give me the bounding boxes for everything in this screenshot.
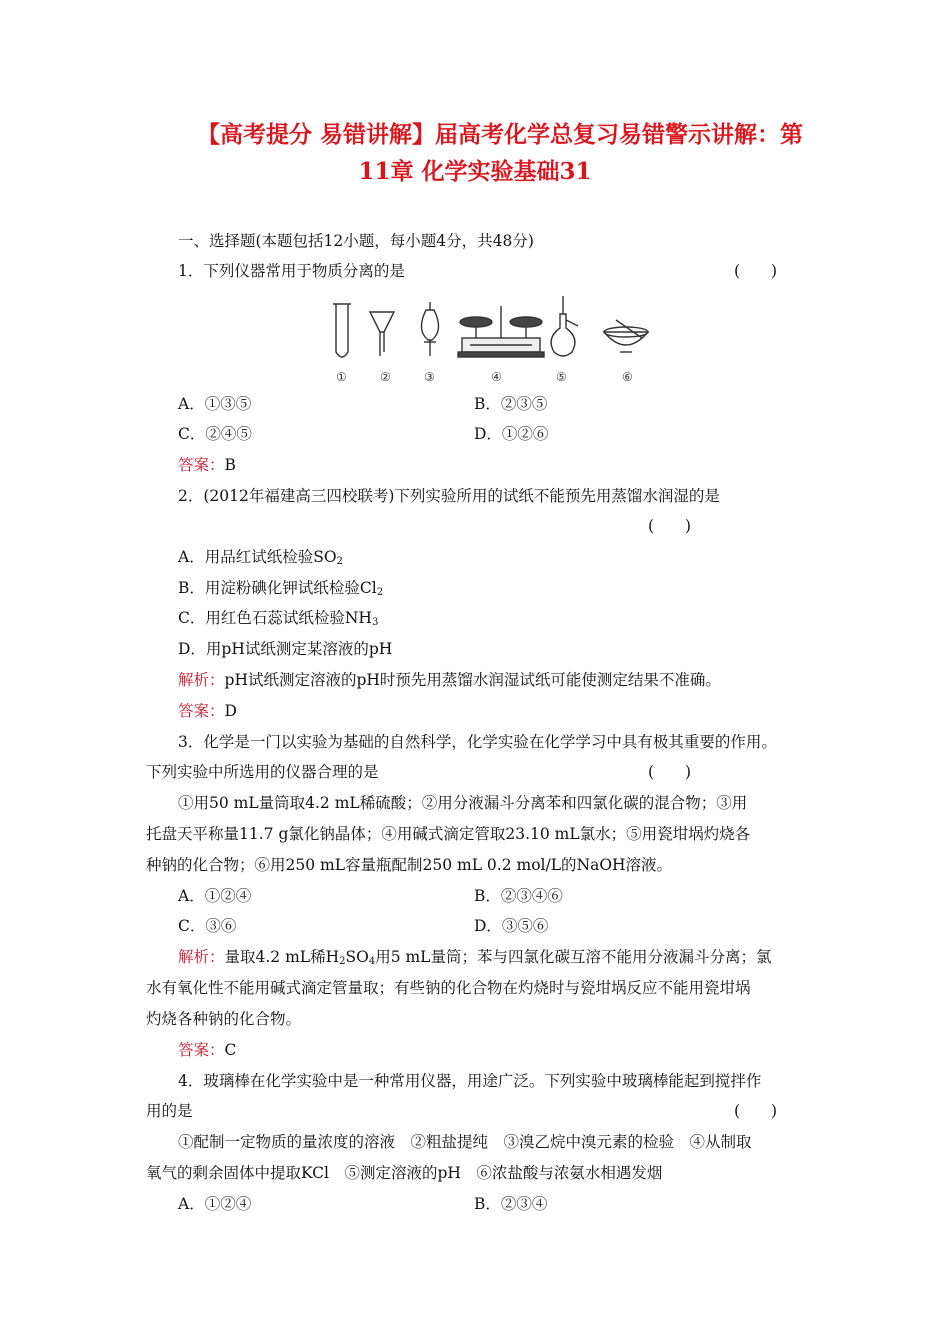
answer-label: 答案：	[178, 702, 225, 720]
analysis-text: pH试纸测定溶液的pH时预先用蒸馏水润湿试纸可能使测定结果不准确。	[224, 671, 721, 689]
subscript: 2	[336, 556, 343, 567]
test-tube-icon	[333, 304, 351, 357]
subscript: 2	[376, 587, 384, 598]
q3-analysis-line-2: 水有氧化性不能用碱式滴定管量取；有些钠的化合物在灼烧时与瓷坩埚反应不能用瓷坩埚	[146, 979, 751, 997]
q3-body-line-1: ①用50 mL量筒取4.2 mL稀硫酸；②用分液漏斗分离苯和四氯化碳的混合物；③用	[178, 794, 748, 812]
balance-scale-icon	[458, 306, 544, 357]
separatory-funnel-icon	[421, 302, 438, 356]
analysis-label: 解析：	[178, 948, 225, 966]
q2-option-c-text: C．用红色石蕊试纸检验NH	[178, 609, 372, 627]
q4-body-line-1: ①配制一定物质的量浓度的溶液 ②粗盐提纯 ③溴乙烷中溴元素的检验 ④从制取	[178, 1133, 752, 1151]
q4-stem-line-1: 4．玻璃棒在化学实验中是一种常用仪器，用途广泛。下列实验中玻璃棒能起到搅拌作	[178, 1072, 762, 1090]
q1-option-c: C．②④⑤	[178, 425, 252, 443]
q2-option-b-text: B．用淀粉碘化钾试纸检验Cl	[178, 579, 377, 597]
q3-option-d: D．③⑤⑥	[474, 917, 549, 935]
q2-answer-blank: ( )	[648, 517, 692, 535]
q1-answer-blank: ( )	[734, 262, 778, 280]
figure-label-4: ④	[491, 370, 502, 384]
q1-option-a: A．①③⑤	[178, 395, 252, 413]
subscript: 3	[371, 617, 379, 628]
q2-option-b	[178, 577, 383, 604]
distilling-flask-icon	[551, 296, 578, 356]
q3-answer	[178, 1039, 236, 1061]
q4-answer-blank: ( )	[734, 1102, 778, 1120]
q2-option-d: D．用pH试纸测定某溶液的pH	[178, 640, 393, 658]
analysis-text: 用5 mL量筒；苯与四氯化碳互溶不能用分液漏斗分离；氯	[375, 948, 772, 966]
q2-stem: 2．(2012年福建高三四校联考)下列实验所用的试纸不能预先用蒸馏水润湿的是	[178, 487, 720, 505]
section-heading: 一、选择题(本题包括12小题，每小题4分，共48分)	[178, 232, 534, 250]
q4-option-a: A．①②④	[178, 1195, 252, 1213]
answer-label: 答案：	[178, 1041, 225, 1059]
q4-option-b: B．②③④	[474, 1195, 548, 1213]
answer-value: C	[224, 1041, 237, 1059]
q2-option-a-text: A．用品红试纸检验SO	[178, 548, 337, 566]
figure-label-3: ③	[424, 370, 435, 384]
q3-option-a: A．①②④	[178, 887, 252, 905]
q1-stem: 1．下列仪器常用于物质分离的是	[178, 262, 405, 280]
analysis-text: SO	[345, 948, 369, 966]
q2-option-a	[178, 546, 343, 573]
q3-answer-blank: ( )	[648, 763, 692, 781]
lab-apparatus-figure	[320, 294, 660, 386]
q1-answer	[178, 454, 236, 476]
q3-analysis-line-1	[178, 946, 771, 973]
funnel-icon	[370, 312, 394, 356]
q4-body-line-2: 氧气的剩余固体中提取KCl ⑤测定溶液的pH ⑥浓盐酸与浓氨水相遇发烟	[146, 1164, 663, 1182]
q3-body-line-2: 托盘天平称量11.7 g氯化钠晶体；④用碱式滴定管取23.10 mL氯水；⑤用瓷坩埚灼烧各	[146, 825, 751, 843]
answer-value: D	[224, 702, 237, 720]
mortar-pestle-icon	[604, 320, 648, 352]
q4-stem-line-2: 用的是	[146, 1102, 193, 1120]
answer-label: 答案：	[178, 456, 225, 474]
q1-option-b: B．②③⑤	[474, 395, 548, 413]
figure-label-1: ①	[336, 370, 347, 384]
document-title-line-2: 11章 化学实验基础31	[358, 158, 592, 185]
figure-label-5: ⑤	[556, 370, 567, 384]
q3-stem-line-2: 下列实验中所选用的仪器合理的是	[146, 763, 379, 781]
subscript: 2	[339, 956, 346, 967]
q2-option-c	[178, 607, 378, 634]
q3-option-b: B．②③④⑥	[474, 887, 563, 905]
q3-stem-line-1: 3．化学是一门以实验为基础的自然科学，化学实验在化学学习中具有极其重要的作用。	[178, 733, 777, 751]
figure-label-6: ⑥	[622, 370, 633, 384]
figure-label-2: ②	[380, 370, 391, 384]
q2-analysis	[178, 669, 721, 691]
q3-analysis-line-3: 灼烧各种钠的化合物。	[146, 1010, 302, 1028]
q3-body-line-3: 种钠的化合物；⑥用250 mL容量瓶配制250 mL 0.2 mol/L的NaOH溶液。	[146, 856, 673, 874]
q2-answer	[178, 700, 237, 722]
q1-option-d: D．①②⑥	[474, 425, 549, 443]
q3-option-c: C．③⑥	[178, 917, 237, 935]
answer-value: B	[224, 456, 236, 474]
document-title-line-1: 【高考提分 易错讲解】届高考化学总复习易错警示讲解：第	[196, 121, 803, 148]
analysis-label: 解析：	[178, 671, 225, 689]
subscript: 4	[368, 956, 376, 967]
analysis-text: 量取4.2 mL稀H	[224, 948, 340, 966]
